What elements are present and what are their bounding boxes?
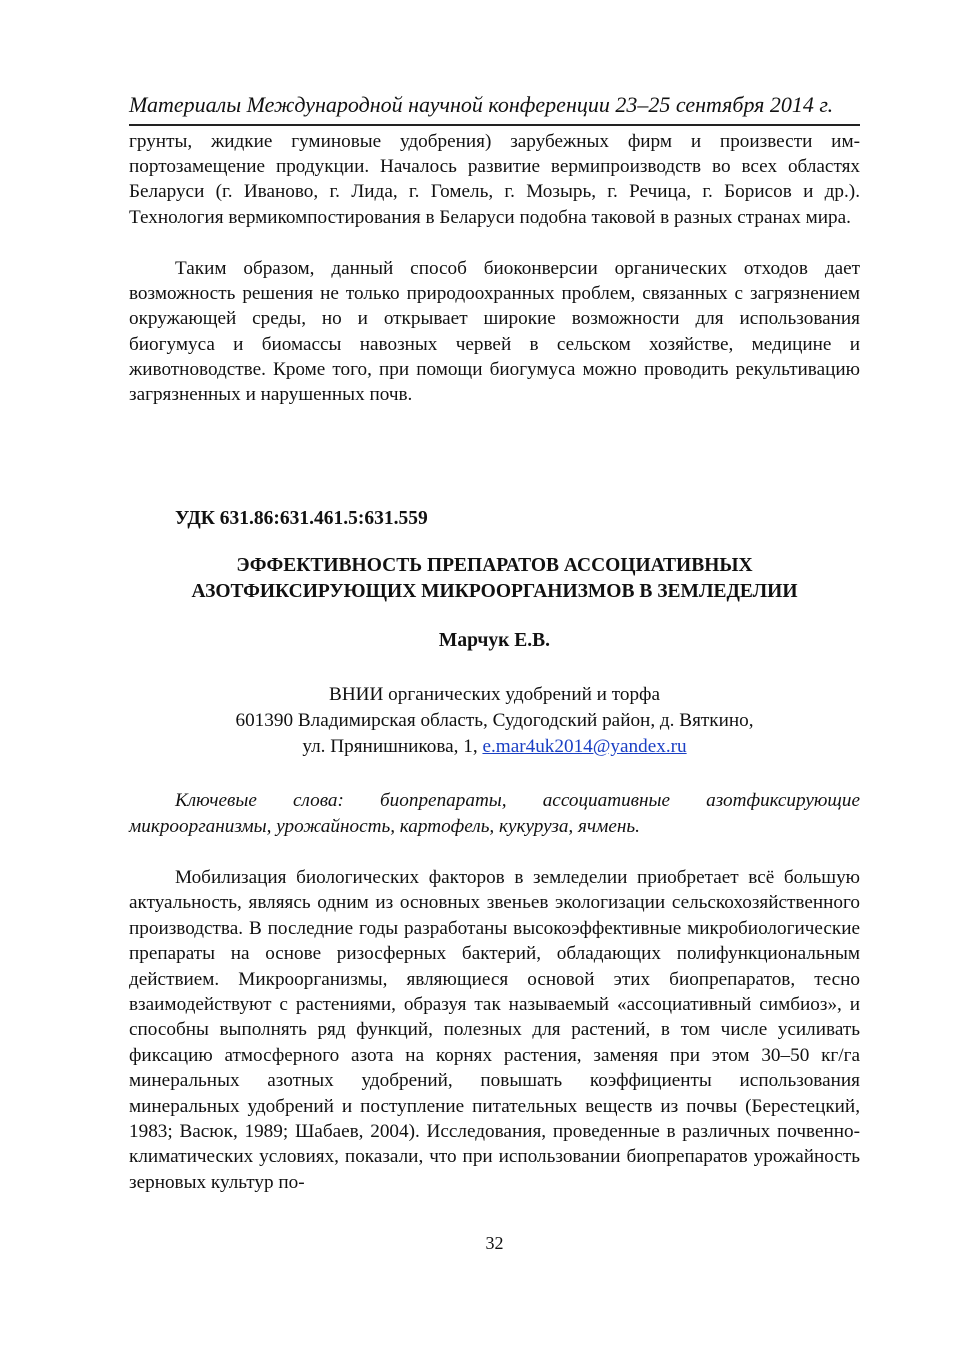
article-author: Марчук Е.В. — [438, 630, 551, 651]
body-paragraph-continued: грунты, жидкие гуминовые удобрения) зарубежных фирм и произвести импортозамещение продукции. Началось развитие вермипроизводств во всех областях Беларуси (г. Иваново, г. Лида, г. Гомель, г. Мозырь, г. Речица, г. Борисов и др.). Технология вермикомпостирования в Беларуси подобна таковой в разных странах мира. — [129, 131, 860, 228]
affiliation-line-2: 601390 Владимирская область, Судогодский район, д. Вяткино, — [235, 710, 754, 731]
running-header: Материалы Международной научной конференции 23–25 сентября 2014 г. — [129, 92, 834, 117]
affiliation-line-3 — [129, 734, 860, 760]
udk-code: УДК 631.86:631.461.5:631.559 — [175, 508, 428, 529]
page-number: 32 — [485, 1233, 504, 1253]
article-title — [129, 553, 860, 605]
author-affiliation — [129, 682, 860, 760]
affiliation-line-1: ВНИИ органических удобрений и торфа — [329, 684, 660, 705]
article-title-line-2: АЗОТФИКСИРУЮЩИХ МИКРООРГАНИЗМОВ В ЗЕМЛЕДЕЛИИ — [191, 581, 798, 602]
keywords: Ключевые слова: биопрепараты, ассоциативные азотфиксирующие микроорганизмы, урожайность, картофель, кукуруза, ячмень. — [129, 790, 860, 837]
header-rule — [129, 124, 860, 126]
author-email-link[interactable]: e.mar4uk2014@yandex.ru — [482, 736, 687, 757]
affiliation-address: ул. Прянишникова, 1, — [302, 736, 478, 757]
body-paragraph-conclusion: Таким образом, данный способ биоконверсии органических отходов дает возможность решения не только природоохранных проблем, связанных с загрязнением окружающей среды, но и открывает широкие возможности для использования биогумуса и биомассы навозных червей в сельском хозяйстве, медицине и животноводстве. Кроме того, при помощи биогумуса можно проводить рекультивацию загрязненных и нарушенных почв. — [129, 258, 860, 406]
article-title-line-1: ЭФФЕКТИВНОСТЬ ПРЕПАРАТОВ АССОЦИАТИВНЫХ — [236, 555, 753, 576]
article-body-paragraph: Мобилизация биологических факторов в земледелии приобретает всё большую актуальность, являясь одним из основных звеньев экологизации сельскохозяйственного производства. В последние годы разработаны высокоэффективные микробиологические препараты на основе ризосферных бактерий, обладающих полифункциональным действием. Микроорганизмы, являющиеся основой этих биопрепаратов, тесно взаимодействуют с растениями, образуя так называемый «ассоциативный симбиоз», и способны выполнять ряд функций, полезных для растений, в том числе усиливать фиксацию атмосферного азота на корнях растения, заменяя при этом 30–50 кг/га минеральных азотных удобрений, повышать коэффициенты использования минеральных удобрений и поступление питательных веществ из почвы (Берестецкий, 1983; Васюк, 1989; Шабаев, 2004). Исследования, проведенные в различных почвенно-климатических условиях, показали, что при использовании биопрепаратов урожайность зерновых культур по- — [129, 867, 860, 1193]
